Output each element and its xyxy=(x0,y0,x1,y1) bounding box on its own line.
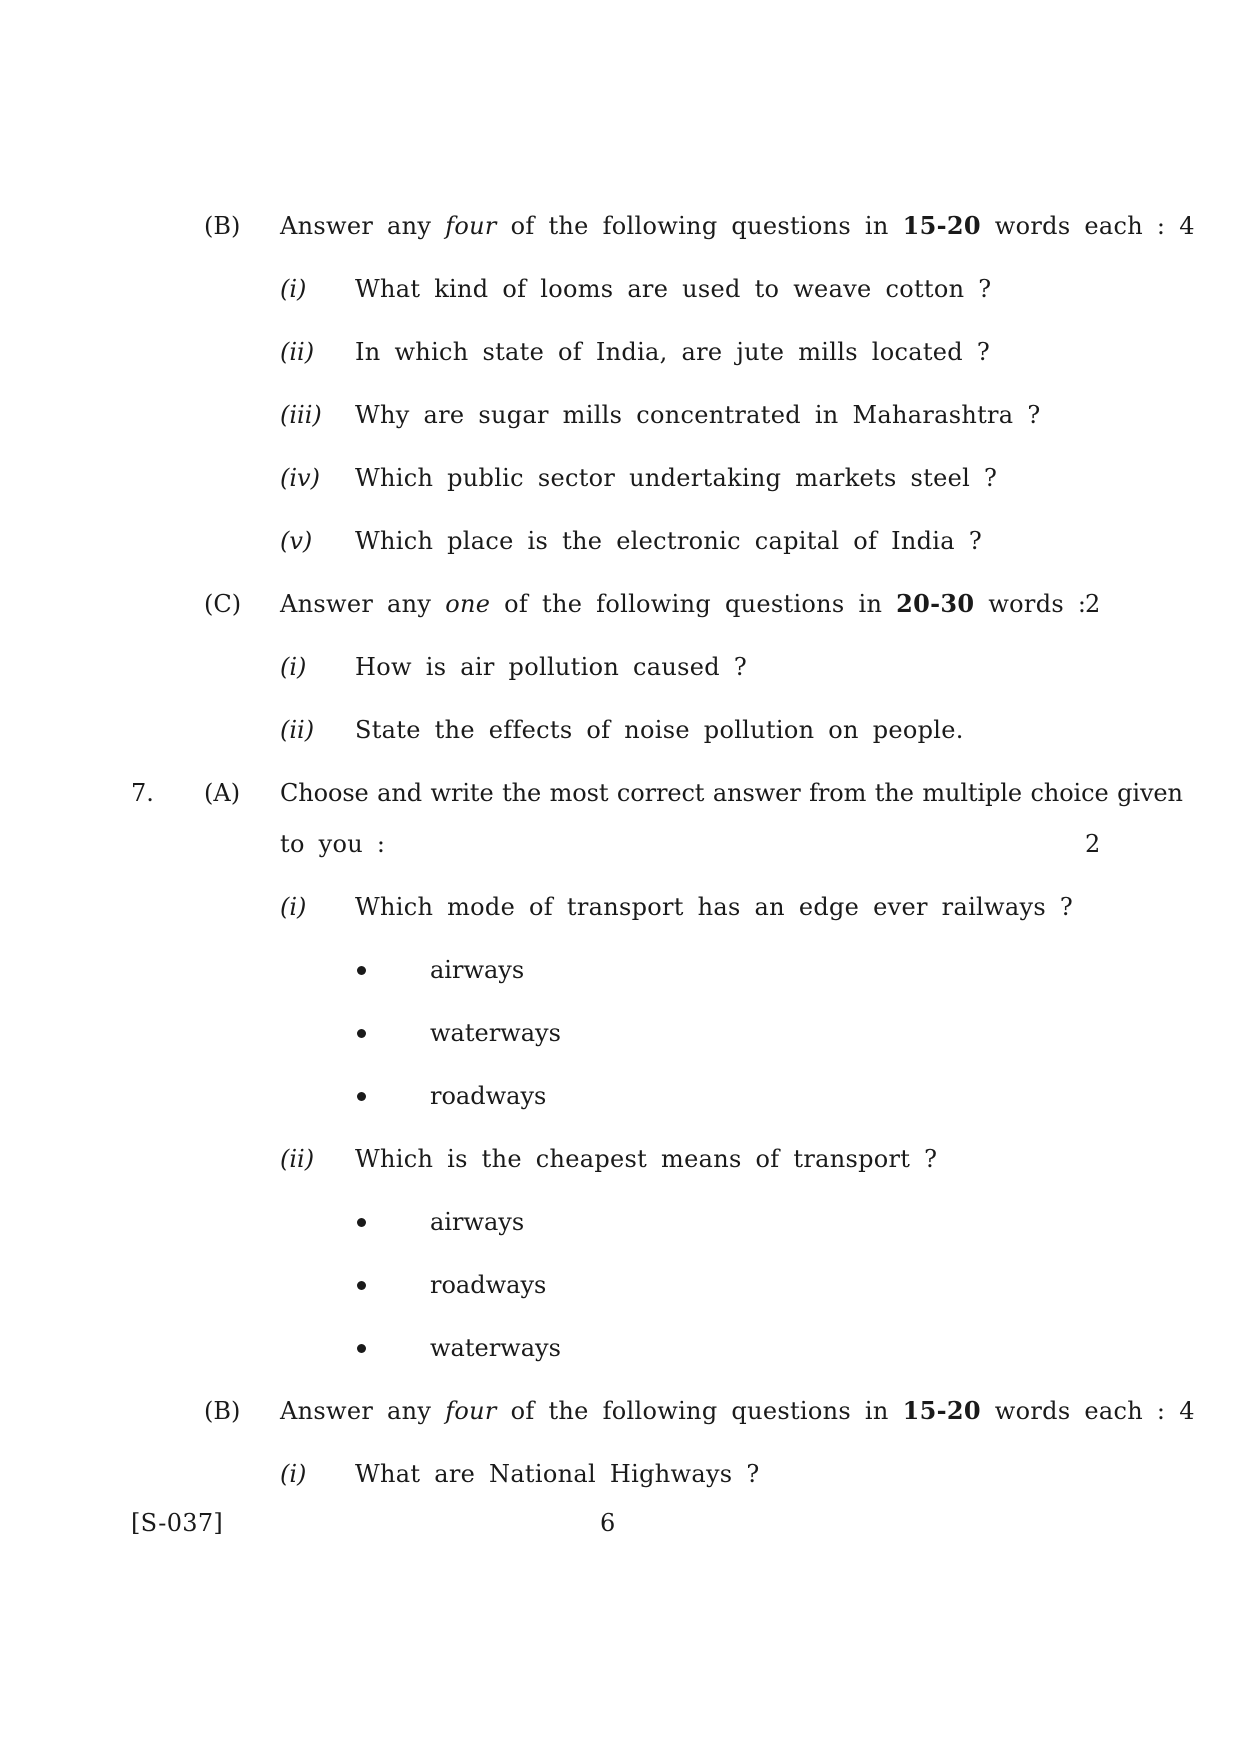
section-7b-instruction: Answer any four of the following questions in 15-20 words each : 4 xyxy=(280,1396,1195,1425)
item-number: (ii) xyxy=(280,716,315,744)
item-number: (i) xyxy=(280,653,307,681)
item-number: (i) xyxy=(280,275,307,303)
section-7a-instruction-line1: Choose and write the most correct answer from the multiple choice given xyxy=(280,779,1183,807)
question-text: Which mode of transport has an edge ever railways ? xyxy=(355,893,1074,921)
section-label-6b: (B) xyxy=(204,212,241,240)
option-text: airways xyxy=(430,956,525,984)
question-text: Which is the cheapest means of transport ? xyxy=(355,1145,938,1173)
bullet-icon xyxy=(357,1344,366,1353)
option-text: roadways xyxy=(430,1271,547,1299)
option-text: airways xyxy=(430,1208,525,1236)
question-number: 7. xyxy=(131,779,154,807)
question-text: In which state of India, are jute mills located ? xyxy=(355,338,991,366)
bullet-icon xyxy=(357,1218,366,1227)
bullet-icon xyxy=(357,966,366,975)
question-text: Which public sector undertaking markets steel ? xyxy=(355,464,998,492)
section-6c-instruction: Answer any one of the following questions in 20-30 words : xyxy=(280,589,1087,618)
item-number: (ii) xyxy=(280,1145,315,1173)
bullet-icon xyxy=(357,1092,366,1101)
item-number: (i) xyxy=(280,893,307,921)
section-7a-instruction-line2: to you : xyxy=(280,830,386,858)
section-6b-instruction: Answer any four of the following questions in 15-20 words each : 4 xyxy=(280,211,1195,240)
section-label-7a: (A) xyxy=(204,779,241,807)
question-text: State the effects of noise pollution on people. xyxy=(355,716,964,744)
section-label-7b: (B) xyxy=(204,1397,241,1425)
question-text: How is air pollution caused ? xyxy=(355,653,748,681)
bullet-icon xyxy=(357,1029,366,1038)
question-text: Why are sugar mills concentrated in Maharashtra ? xyxy=(355,401,1041,429)
question-text: What are National Highways ? xyxy=(355,1460,760,1488)
paper-code: [S-037] xyxy=(131,1509,224,1537)
question-text: Which place is the electronic capital of India ? xyxy=(355,527,982,555)
marks: 2 xyxy=(1085,590,1101,618)
item-number: (ii) xyxy=(280,338,315,366)
item-number: (iv) xyxy=(280,464,320,492)
marks: 2 xyxy=(1085,830,1101,858)
item-number: (v) xyxy=(280,527,313,555)
item-number: (i) xyxy=(280,1460,307,1488)
option-text: roadways xyxy=(430,1082,547,1110)
option-text: waterways xyxy=(430,1334,561,1362)
page-number: 6 xyxy=(600,1509,616,1537)
section-label-6c: (C) xyxy=(204,590,242,618)
bullet-icon xyxy=(357,1281,366,1290)
item-number: (iii) xyxy=(280,401,322,429)
question-text: What kind of looms are used to weave cotton ? xyxy=(355,275,992,303)
option-text: waterways xyxy=(430,1019,561,1047)
